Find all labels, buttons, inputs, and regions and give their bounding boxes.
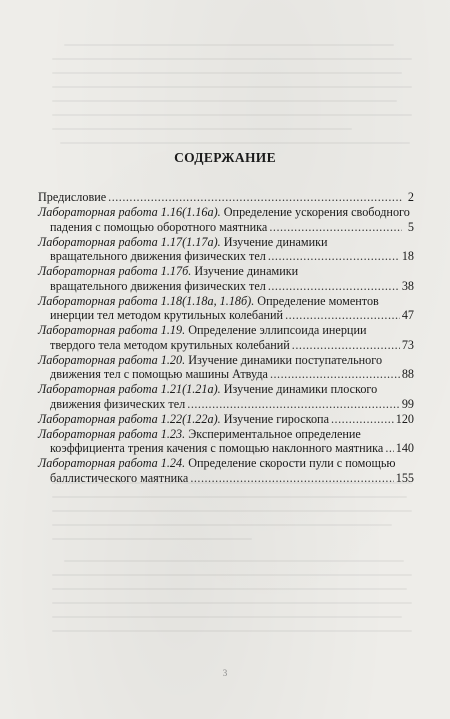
toc-entry-text: Определение моментов bbox=[257, 293, 379, 308]
toc-entry-line bbox=[38, 279, 414, 294]
toc-entry-line bbox=[38, 427, 414, 442]
toc-entry-text: вращательного движения физических тел bbox=[50, 278, 266, 293]
lab-work-label: Лабораторная работа 1.16(1.16а). bbox=[38, 205, 221, 219]
lab-work-label: Лабораторная работа 1.23. bbox=[38, 426, 186, 441]
lab-work-label: Лабораторная работа 1.17б. bbox=[38, 264, 192, 278]
lab-work-label: Лабораторная работа 1.19. bbox=[38, 323, 186, 337]
dot-leader bbox=[285, 308, 400, 323]
toc-entry-line bbox=[38, 412, 414, 427]
toc-entry-text: движения физических тел bbox=[50, 396, 186, 411]
toc-entry-text: Определение эллипсоида инерции bbox=[188, 323, 367, 337]
toc-entry-text: Изучение динамики bbox=[194, 264, 299, 278]
lab-work-label: Лабораторная работа 1.17(1.17а). bbox=[38, 234, 221, 249]
toc-entry-line bbox=[38, 397, 414, 412]
toc-entry-line bbox=[38, 264, 414, 279]
toc-page-number: 2 bbox=[407, 190, 414, 204]
toc-page-number: 38 bbox=[401, 278, 414, 293]
toc-entry-text: Изучение динамики плоского bbox=[223, 382, 378, 396]
page-title: СОДЕРЖАНИЕ bbox=[174, 150, 276, 165]
toc-entry-text: Изучение гироскопа bbox=[223, 411, 329, 426]
dot-leader bbox=[292, 338, 400, 353]
dot-leader bbox=[108, 190, 402, 205]
toc-entry-text: движения тел с помощью машины Атвуда bbox=[50, 367, 268, 381]
toc-entry-line bbox=[38, 441, 414, 456]
toc-entry-line bbox=[38, 294, 414, 309]
toc-entry-text: вращательного движения физических тел bbox=[50, 249, 266, 263]
toc-entry-line bbox=[38, 367, 414, 382]
toc-entry-text: Определение скорости пули с помощью bbox=[188, 456, 396, 470]
toc-page-number: 73 bbox=[401, 337, 414, 352]
toc-page-number: 5 bbox=[407, 219, 414, 234]
toc-entry-line bbox=[38, 190, 414, 205]
dot-leader bbox=[268, 249, 400, 264]
toc-entry[interactable] bbox=[38, 205, 414, 234]
toc-entry[interactable] bbox=[38, 323, 414, 352]
lab-work-label: Лабораторная работа 1.22(1.22а). bbox=[38, 411, 221, 426]
toc-entry[interactable] bbox=[38, 412, 414, 427]
toc-entry[interactable] bbox=[38, 264, 414, 293]
toc-entry[interactable] bbox=[38, 353, 414, 382]
toc-page-number: 18 bbox=[401, 249, 414, 263]
toc-entry-text: Определение ускорения свободного bbox=[223, 205, 410, 219]
lab-work-label: Лабораторная работа 1.20. bbox=[38, 352, 186, 367]
toc-entry-line bbox=[38, 456, 414, 471]
toc-entry-text: Изучение динамики bbox=[223, 234, 328, 249]
toc-page-number: 155 bbox=[395, 470, 414, 485]
lab-work-label: Лабораторная работа 1.18(1.18а, 1.18б). bbox=[38, 293, 255, 308]
toc-entry[interactable] bbox=[38, 235, 414, 264]
lab-work-label: Лабораторная работа 1.24. bbox=[38, 456, 186, 470]
page-number: 3 bbox=[222, 668, 228, 678]
toc-entry-text: Изучение динамики поступательного bbox=[188, 352, 383, 367]
lab-work-label: Лабораторная работа 1.21(1.21а). bbox=[38, 382, 221, 396]
dot-leader bbox=[190, 471, 393, 486]
toc-entry-text: Предисловие bbox=[38, 190, 107, 204]
dot-leader bbox=[187, 397, 400, 412]
toc-entry-line bbox=[38, 471, 414, 486]
dot-leader bbox=[269, 220, 402, 235]
toc-entry-text: коэффициента трения качения с помощью наклонного маятника bbox=[50, 441, 384, 455]
toc-page-number: 47 bbox=[401, 308, 414, 322]
dot-leader bbox=[331, 412, 394, 427]
toc-entry-text: баллистического маятника bbox=[50, 470, 189, 485]
dot-leader bbox=[385, 441, 393, 456]
toc-entry[interactable] bbox=[38, 456, 414, 485]
toc-page-number: 88 bbox=[401, 367, 414, 381]
toc-page-number: 140 bbox=[395, 441, 414, 455]
toc-entry-line bbox=[38, 353, 414, 368]
toc-entry[interactable] bbox=[38, 190, 414, 205]
toc-entry-line bbox=[38, 338, 414, 353]
toc-entry-line bbox=[38, 382, 414, 397]
toc-page-number: 99 bbox=[401, 396, 414, 411]
toc-entry-text: инерции тел методом крутильных колебаний bbox=[50, 308, 284, 322]
toc-entry-line bbox=[38, 235, 414, 250]
toc-entry-text: твердого тела методом крутильных колебаний bbox=[50, 337, 290, 352]
toc-page-number: 120 bbox=[395, 411, 414, 426]
toc-entry[interactable] bbox=[38, 294, 414, 323]
toc-entry-line bbox=[38, 205, 414, 220]
table-of-contents bbox=[38, 190, 414, 486]
toc-entry-line bbox=[38, 308, 414, 323]
toc-entry-line bbox=[38, 249, 414, 264]
toc-entry-text: Экспериментальное определение bbox=[188, 426, 361, 441]
toc-entry-text: падения с помощью оборотного маятника bbox=[50, 219, 268, 234]
toc-entry-line bbox=[38, 220, 414, 235]
toc-entry-line bbox=[38, 323, 414, 338]
toc-entry[interactable] bbox=[38, 427, 414, 456]
toc-entry[interactable] bbox=[38, 382, 414, 411]
dot-leader bbox=[268, 279, 400, 294]
dot-leader bbox=[270, 367, 400, 382]
